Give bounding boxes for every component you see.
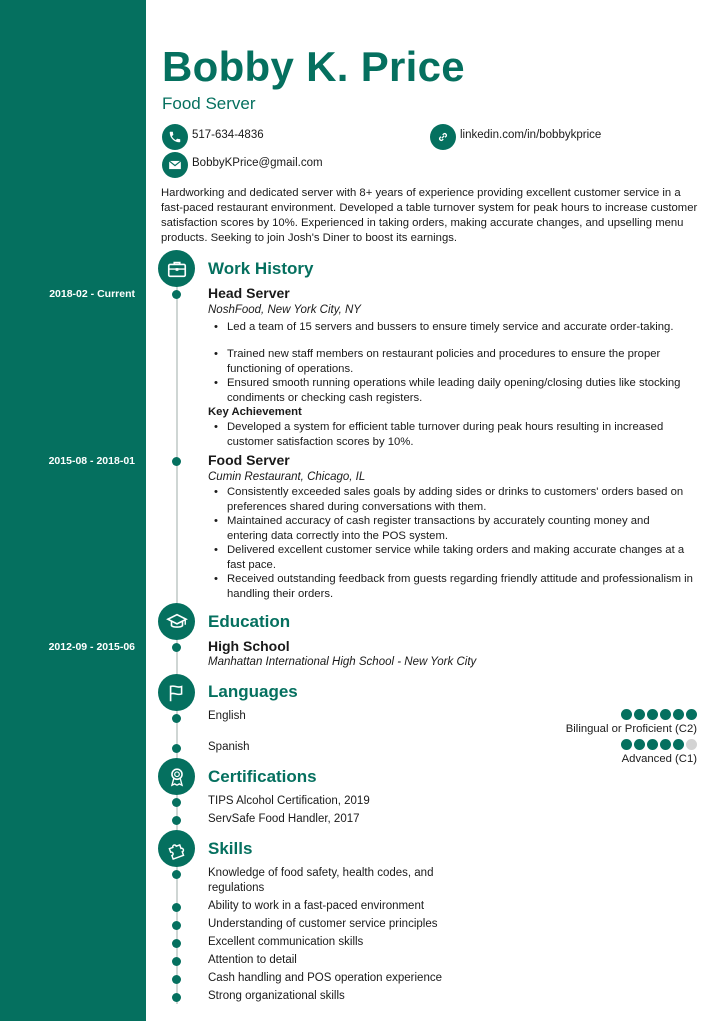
rating-dot-filled bbox=[621, 709, 632, 720]
job-org: NoshFood, New York City, NY bbox=[208, 304, 361, 316]
job-bullet: • Consistently exceeded sales goals by adding sides or drinks to customers' orders based on preferences shared during conversations with them. bbox=[213, 485, 693, 514]
timeline-dot bbox=[172, 816, 181, 825]
certifications-heading: Certifications bbox=[208, 767, 317, 786]
linkedin-url[interactable]: linkedin.com/in/bobbykprice bbox=[460, 129, 602, 141]
email-icon bbox=[162, 152, 188, 178]
summary: Hardworking and dedicated server with 8+ years of experience providing excellent customer service in a fast-paced restaurant environment. Developed a table turnover system for peak hours to increase customer satisfaction scores by 10%. Experienced in taking orders, making accurate changes, and upselling menu products. Seeking to join Josh's Diner to boost its earnings. bbox=[161, 187, 698, 244]
job-title: Food Server bbox=[162, 94, 256, 113]
timeline-dot bbox=[172, 798, 181, 807]
education-school: Manhattan International High School - New York City bbox=[208, 656, 477, 668]
rating-dot-filled bbox=[673, 709, 684, 720]
phone-number[interactable]: 517-634-4836 bbox=[192, 129, 264, 141]
timeline-dot bbox=[172, 975, 181, 984]
puzzle-icon bbox=[158, 830, 195, 867]
job-org: Cumin Restaurant, Chicago, IL bbox=[208, 471, 366, 483]
candidate-name: Bobby K. Price bbox=[162, 43, 465, 90]
skills-heading: Skills bbox=[208, 839, 253, 858]
award-ribbon-icon bbox=[158, 758, 195, 795]
rating-dot-filled bbox=[660, 709, 671, 720]
certification-item: ServSafe Food Handler, 2017 bbox=[208, 813, 360, 825]
timeline-dot bbox=[172, 457, 181, 466]
education-dates: 2012-09 - 2015-06 bbox=[48, 641, 135, 653]
language-name: English bbox=[208, 710, 246, 722]
timeline-dot bbox=[172, 957, 181, 966]
rating-dot-empty bbox=[686, 739, 697, 750]
work-history-heading: Work History bbox=[208, 259, 314, 278]
briefcase-icon bbox=[158, 250, 195, 287]
language-level: Bilingual or Proficient (C2) bbox=[565, 723, 697, 735]
job-bullet: • Ensured smooth running operations while leading daily opening/closing duties like stocking condiments or checking cash registers. bbox=[213, 376, 693, 405]
rating-dot-filled bbox=[634, 709, 645, 720]
graduation-cap-icon bbox=[158, 603, 195, 640]
language-name: Spanish bbox=[208, 741, 250, 753]
timeline-dot bbox=[172, 993, 181, 1002]
skill-item: Ability to work in a fast-paced environment bbox=[208, 900, 425, 912]
flag-icon bbox=[158, 674, 195, 711]
timeline-dot bbox=[172, 939, 181, 948]
email-address[interactable]: BobbyKPrice@gmail.com bbox=[192, 157, 323, 169]
timeline-dot bbox=[172, 870, 181, 879]
timeline-dot bbox=[172, 903, 181, 912]
rating-dot-filled bbox=[673, 739, 684, 750]
job-bullet: • Delivered excellent customer service while taking orders and making accurate changes at a fast pace. bbox=[213, 543, 693, 572]
skill-item: Attention to detail bbox=[208, 954, 297, 966]
education-degree: High School bbox=[208, 638, 290, 654]
skill-item: Knowledge of food safety, health codes, and regulations bbox=[208, 867, 434, 894]
rating-dot-filled bbox=[647, 739, 658, 750]
linkedin-icon bbox=[430, 124, 456, 150]
timeline-dot bbox=[172, 290, 181, 299]
rating-dot-filled bbox=[621, 739, 632, 750]
skill-item: Strong organizational skills bbox=[208, 990, 345, 1002]
skill-item: Excellent communication skills bbox=[208, 936, 364, 948]
job-bullet: • Trained new staff members on restaurant policies and procedures to ensure the proper functioning of operations. bbox=[213, 347, 693, 376]
job-role: Food Server bbox=[208, 452, 290, 468]
education-heading: Education bbox=[208, 612, 291, 631]
timeline-dot bbox=[172, 643, 181, 652]
language-rating bbox=[621, 709, 697, 720]
job-bullet: • Received outstanding feedback from guests regarding friendly attitude and professionalism in handling their orders. bbox=[213, 572, 693, 601]
job-role: Head Server bbox=[208, 285, 290, 301]
job-bullet: • Led a team of 15 servers and bussers to ensure timely service and accurate order-taking. bbox=[213, 320, 693, 335]
sidebar bbox=[0, 0, 146, 1021]
phone-icon bbox=[162, 124, 188, 150]
language-level: Advanced (C1) bbox=[621, 753, 697, 765]
rating-dot-filled bbox=[686, 709, 697, 720]
skill-item: Cash handling and POS operation experience bbox=[208, 972, 442, 984]
timeline-dot bbox=[172, 744, 181, 753]
timeline-dot bbox=[172, 921, 181, 930]
language-rating bbox=[621, 739, 697, 750]
job-dates: 2018-02 - Current bbox=[49, 288, 135, 300]
rating-dot-filled bbox=[634, 739, 645, 750]
languages-heading: Languages bbox=[208, 682, 298, 701]
certification-item: TIPS Alcohol Certification, 2019 bbox=[208, 795, 370, 807]
job-achievement: • Developed a system for efficient table turnover during peak hours resulting in increased customer satisfaction scores by 10%. bbox=[213, 420, 693, 449]
key-achievement-label: Key Achievement bbox=[208, 406, 302, 418]
job-bullet: • Maintained accuracy of cash register transactions by accurately counting money and entering data correctly into the POS system. bbox=[213, 514, 693, 543]
skill-item: Understanding of customer service principles bbox=[208, 918, 438, 930]
rating-dot-filled bbox=[660, 739, 671, 750]
timeline-dot bbox=[172, 714, 181, 723]
job-dates: 2015-08 - 2018-01 bbox=[48, 455, 135, 467]
rating-dot-filled bbox=[647, 709, 658, 720]
